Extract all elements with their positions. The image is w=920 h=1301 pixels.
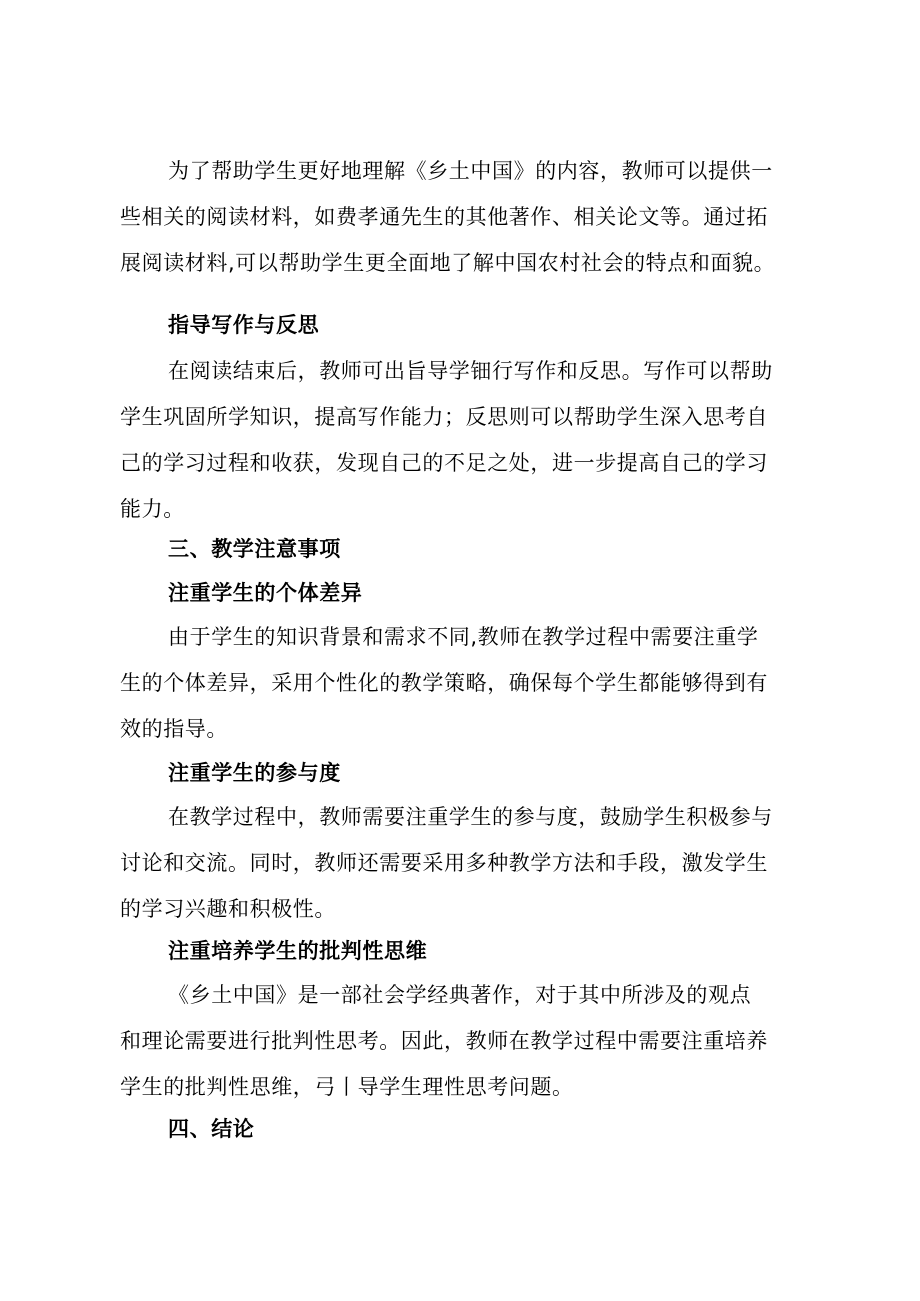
- section-heading-critical-thinking: 注重培养学生的批判性思维: [168, 939, 428, 963]
- paragraph-line: 己的学习过程和收获，发现自己的不足之处，进一步提高自己的学习: [120, 451, 768, 475]
- paragraph-line: 能力。: [120, 497, 185, 521]
- paragraph-line: 在教学过程中，教师需要注重学生的参与度，鼓励学生积极参与: [168, 805, 773, 829]
- paragraph-line: 学生巩固所学知识，提高写作能力；反思则可以帮助学生深入思考自: [120, 405, 768, 429]
- paragraph-line: 由于学生的知识背景和需求不同,教师在教学过程中需要注重学: [168, 625, 759, 649]
- paragraph-critical-thinking: [120, 972, 820, 1110]
- paragraph-line: 为了帮助学生更好地理解《乡土中国》的内容，教师可以提供一: [168, 159, 773, 183]
- section-heading-participation: 注重学生的参与度: [168, 761, 341, 785]
- paragraph-line: 生的个体差异，采用个性化的教学策略，确保每个学生都能够得到有: [120, 671, 768, 695]
- paragraph-line: 和理论需要进行批判性思考。因此，教师在教学过程中需要注重培养: [120, 1029, 768, 1053]
- paragraph-line: 效的指导。: [120, 717, 228, 741]
- paragraph-line: 《乡土中国》是一部社会学经典著作，对于其中所涉及的观点: [168, 983, 752, 1007]
- paragraph-line: 展阅读材料,可以帮助学生更全面地了解中国农村社会的特点和面貌。: [120, 251, 776, 275]
- paragraph-individual-differences: [120, 614, 820, 752]
- section-heading-conclusion: 四、结论: [168, 1117, 255, 1141]
- paragraph-reading-materials: [120, 148, 820, 286]
- paragraph-line: 的学习兴趣和积极性。: [120, 897, 336, 921]
- section-heading-teaching-notes: 三、教学注意事项: [168, 537, 341, 561]
- section-heading-writing-reflection: 指导写作与反思: [168, 313, 320, 337]
- paragraph-line: 在阅读结束后，教师可出旨导学钿行写作和反思。写作可以帮助: [168, 359, 773, 383]
- paragraph-line: 些相关的阅读材料，如费孝通先生的其他著作、相关论文等。通过拓: [120, 205, 768, 229]
- paragraph-participation: [120, 794, 820, 932]
- paragraph-line: 学生的批判性思维，弓丨导学生理性思考问题。: [120, 1075, 574, 1099]
- paragraph-line: 讨论和交流。同时，教师还需要采用多种教学方法和手段，激发学生: [120, 851, 768, 875]
- paragraph-writing-reflection: [120, 348, 820, 532]
- section-heading-individual-differences: 注重学生的个体差异: [168, 581, 363, 605]
